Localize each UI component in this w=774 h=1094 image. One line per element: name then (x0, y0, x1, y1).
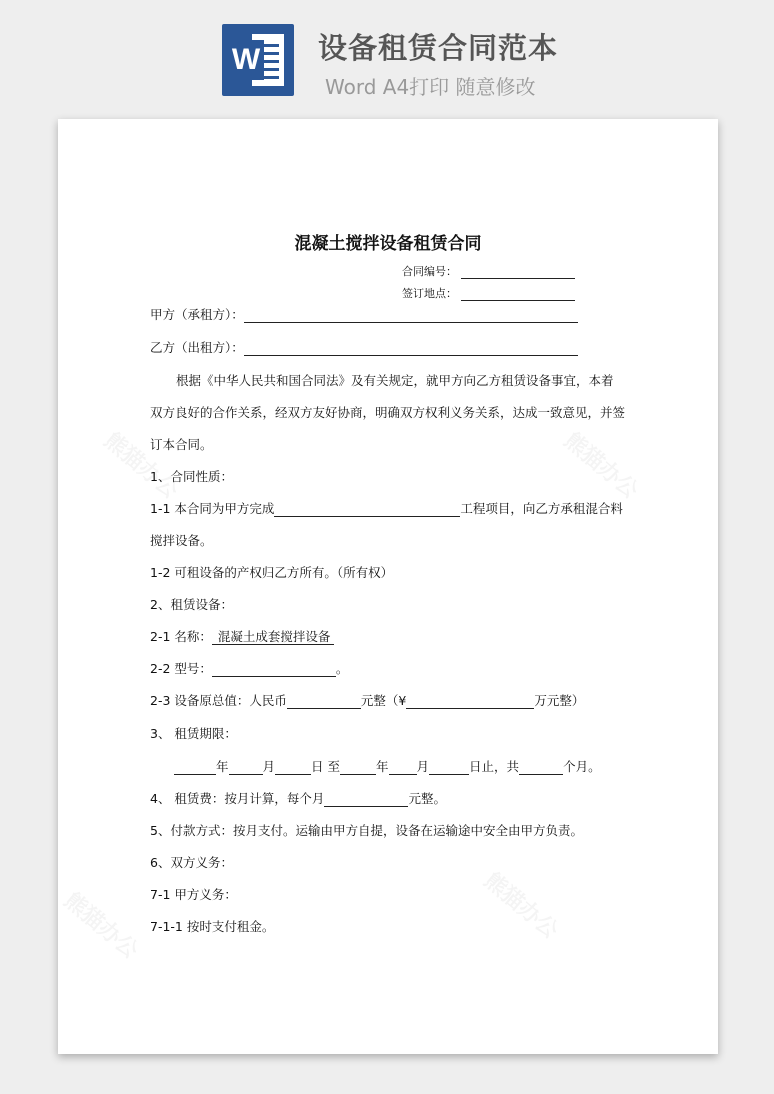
party-b-row (150, 340, 578, 356)
contract-number-label: 合同编号： (402, 265, 457, 278)
total-months-field[interactable] (519, 761, 563, 775)
document-page (58, 119, 718, 1054)
party-b-field[interactable] (244, 342, 578, 356)
start-year-field[interactable] (174, 761, 216, 775)
equipment-name-value: 混凝土成套搅拌设备 (212, 629, 335, 645)
section-5: 5、付款方式：按月支付。运输由甲方自提，设备在运输途中安全由甲方负责。 (150, 823, 583, 838)
watermark (558, 424, 645, 504)
start-month-field[interactable] (229, 761, 263, 775)
clause-2-2-label: 2-2 型号： (150, 661, 212, 676)
month-label: 月 (416, 759, 430, 774)
party-b-label: 乙方（出租方）： (150, 340, 244, 355)
clause-1-1-text-b: 工程项目，向乙方承租混合料 (460, 501, 623, 516)
document-title: 混凝土搅拌设备租赁合同 (294, 234, 482, 254)
banner-subtitle: Word A4打印 随意修改 (325, 75, 536, 99)
section-3-heading: 3、 租赁期限： (150, 726, 237, 741)
sign-place-field[interactable] (461, 290, 575, 301)
clause-2-1 (150, 629, 334, 645)
month-label: 月 (262, 759, 276, 774)
intro-line-3: 订本合同。 (150, 437, 213, 452)
model-field[interactable] (212, 663, 336, 677)
party-a-row (150, 307, 578, 323)
clause-2-1-label: 2-1 名称： (150, 629, 212, 644)
sign-place-row (402, 285, 575, 301)
contract-number-row (402, 263, 575, 279)
banner-title: 设备租赁合同范本 (318, 31, 559, 65)
party-a-label: 甲方（承租方）： (150, 307, 244, 322)
intro-line-1: 根据《中华人民共和国合同法》及有关规定，就甲方向乙方租赁设备事宜，本着 (176, 373, 614, 388)
end-year-field[interactable] (340, 761, 376, 775)
clause-1-1 (150, 501, 623, 517)
project-name-field[interactable] (274, 503, 460, 517)
clause-1-1-cont: 搅拌设备。 (150, 533, 213, 548)
contract-number-field[interactable] (461, 268, 575, 279)
year-label: 年 (376, 759, 389, 774)
section-2-heading: 2、租赁设备： (150, 597, 233, 612)
end-month-field[interactable] (389, 761, 417, 775)
section-4 (150, 791, 446, 807)
rent-end: 元整。 (408, 791, 446, 806)
rent-label: 4、 租赁费：按月计算，每个月 (150, 791, 325, 806)
party-a-field[interactable] (244, 309, 578, 323)
end-day-field[interactable] (429, 761, 469, 775)
banner (0, 0, 774, 110)
yen-value-field[interactable] (406, 695, 534, 709)
start-day-field[interactable] (275, 761, 311, 775)
watermark (58, 884, 145, 964)
clause-2-2 (150, 661, 348, 677)
clause-7-1-1: 7-1-1 按时支付租金。 (150, 919, 275, 934)
clause-2-2-end: 。 (335, 661, 349, 676)
word-app-icon (222, 24, 294, 96)
day-to-label: 日 至 (311, 759, 341, 774)
year-label: 年 (216, 759, 229, 774)
period-end-label: 日止，共 (469, 759, 520, 774)
clause-1-2: 1-2 可租设备的产权归乙方所有。（所有权） (150, 565, 394, 580)
clause-7-1: 7-1 甲方义务： (150, 887, 237, 902)
intro-line-2: 双方良好的合作关系，经双方友好协商，明确双方权利义务关系，达成一致意见，并签 (150, 405, 626, 420)
watermark (478, 864, 565, 944)
clause-2-3-label: 2-3 设备原总值：人民币 (150, 693, 287, 708)
clause-2-3 (150, 693, 584, 709)
clause-2-3-mid: 元整（¥ (360, 693, 407, 708)
monthly-rent-field[interactable] (324, 793, 408, 807)
section-6-heading: 6、双方义务： (150, 855, 233, 870)
rmb-value-field[interactable] (287, 695, 361, 709)
clause-2-3-end: 万元整） (534, 693, 585, 708)
section-1-heading: 1、合同性质： (150, 469, 233, 484)
sign-place-label: 签订地点： (402, 287, 457, 300)
months-label: 个月。 (563, 759, 601, 774)
clause-1-1-text-a: 1-1 本合同为甲方完成 (150, 501, 275, 516)
lease-period-row (174, 759, 601, 775)
word-icon-letter: W (228, 40, 264, 80)
